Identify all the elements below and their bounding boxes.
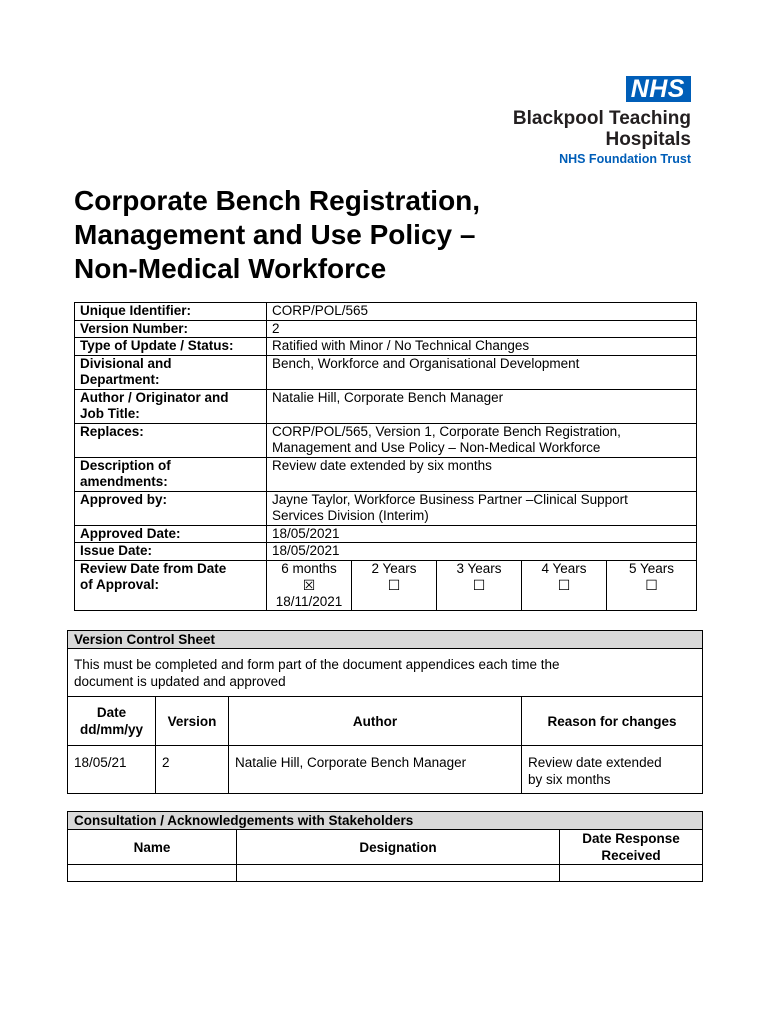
author-label: Author / Originator and Job Title:: [75, 389, 267, 423]
type-label: Type of Update / Status:: [75, 338, 267, 356]
unchecked-box-icon[interactable]: ☐: [472, 577, 486, 593]
title-line1: Corporate Bench Registration,: [74, 185, 481, 216]
empty-designation-cell[interactable]: [237, 865, 560, 882]
table-row: [68, 746, 703, 794]
info-row-author: [75, 389, 697, 423]
info-row-approved-date: [75, 525, 697, 543]
approved-date-label: Approved Date:: [75, 525, 267, 543]
unchecked-box-icon[interactable]: ☐: [645, 577, 658, 593]
identifier-value: CORP/POL/565: [267, 303, 697, 321]
info-row-replaces: [75, 423, 697, 457]
info-row-issue-date: [75, 543, 697, 561]
approved-by-value: Jayne Taylor, Workforce Business Partner –Clinical Support Services Division (Interim): [267, 491, 697, 525]
table-row: [68, 865, 703, 882]
info-row-identifier: [75, 303, 697, 321]
description-value: Review date extended by six months: [267, 457, 697, 491]
nhs-badge: NHS: [626, 76, 691, 102]
info-row-type: [75, 338, 697, 356]
unchecked-box-icon[interactable]: ☐: [557, 577, 571, 593]
issue-date-label: Issue Date:: [75, 543, 267, 561]
checked-box-icon[interactable]: ☒: [302, 577, 316, 593]
column-date-response: Date Response Received: [560, 830, 703, 865]
review-option-2-years: 2 Years ☐: [352, 560, 437, 611]
description-label: Description of amendments:: [75, 457, 267, 491]
author-value: Natalie Hill, Corporate Bench Manager: [267, 389, 697, 423]
column-author: Author: [229, 697, 522, 746]
empty-date-cell[interactable]: [560, 865, 703, 882]
row-reason: Review date extended by six months: [522, 746, 703, 794]
unchecked-box-icon[interactable]: ☐: [387, 577, 401, 593]
column-version: Version: [156, 697, 229, 746]
column-name: Name: [68, 830, 237, 865]
title-line3: Non-Medical Workforce: [74, 253, 387, 284]
consultation-table: [67, 811, 703, 882]
divisional-label: Divisional and Department:: [75, 355, 267, 389]
review-option-6-months: 6 months ☒ 18/11/2021: [267, 560, 352, 611]
review-date: 18/11/2021: [275, 593, 343, 609]
version-value: 2: [267, 320, 697, 338]
column-designation: Designation: [237, 830, 560, 865]
review-option-4-years: 4 Years ☐: [522, 560, 607, 611]
row-author: Natalie Hill, Corporate Bench Manager: [229, 746, 522, 794]
org-name-line2: Hospitals: [605, 129, 691, 150]
document-info-table: [74, 302, 697, 611]
approved-date-value: 18/05/2021: [267, 525, 697, 543]
column-reason: Reason for changes: [522, 697, 703, 746]
info-row-version: [75, 320, 697, 338]
replaces-label: Replaces:: [75, 423, 267, 457]
info-row-review: [75, 560, 697, 611]
version-control-heading: Version Control Sheet: [68, 631, 703, 649]
nhs-logo: [513, 76, 691, 167]
type-value: Ratified with Minor / No Technical Changes: [267, 338, 697, 356]
identifier-label: Unique Identifier:: [75, 303, 267, 321]
info-row-approved-by: [75, 491, 697, 525]
replaces-value: CORP/POL/565, Version 1, Corporate Bench Registration, Management and Use Policy – Non-Medical Workforce: [267, 423, 697, 457]
issue-date-value: 18/05/2021: [267, 543, 697, 561]
info-row-description: [75, 457, 697, 491]
document-title: [74, 184, 634, 286]
review-label: Review Date from Date of Approval:: [75, 560, 267, 611]
row-date: 18/05/21: [68, 746, 156, 794]
row-version: 2: [156, 746, 229, 794]
approved-by-label: Approved by:: [75, 491, 267, 525]
divisional-value: Bench, Workforce and Organisational Development: [267, 355, 697, 389]
consultation-heading: Consultation / Acknowledgements with Stakeholders: [68, 812, 703, 830]
trust-name: NHS Foundation Trust: [559, 152, 691, 166]
info-row-divisional: [75, 355, 697, 389]
review-option-3-years: 3 Years ☐: [437, 560, 522, 611]
version-label: Version Number:: [75, 320, 267, 338]
column-date: Date dd/mm/yy: [68, 697, 156, 746]
version-control-note: This must be completed and form part of the document appendices each time the document is updated and approved: [68, 649, 703, 697]
title-line2: Management and Use Policy –: [74, 219, 476, 250]
review-option-5-years: 5 Years ☐: [607, 560, 697, 611]
version-control-table: [67, 630, 703, 794]
org-name-line1: Blackpool Teaching: [512, 108, 691, 129]
empty-name-cell[interactable]: [68, 865, 237, 882]
